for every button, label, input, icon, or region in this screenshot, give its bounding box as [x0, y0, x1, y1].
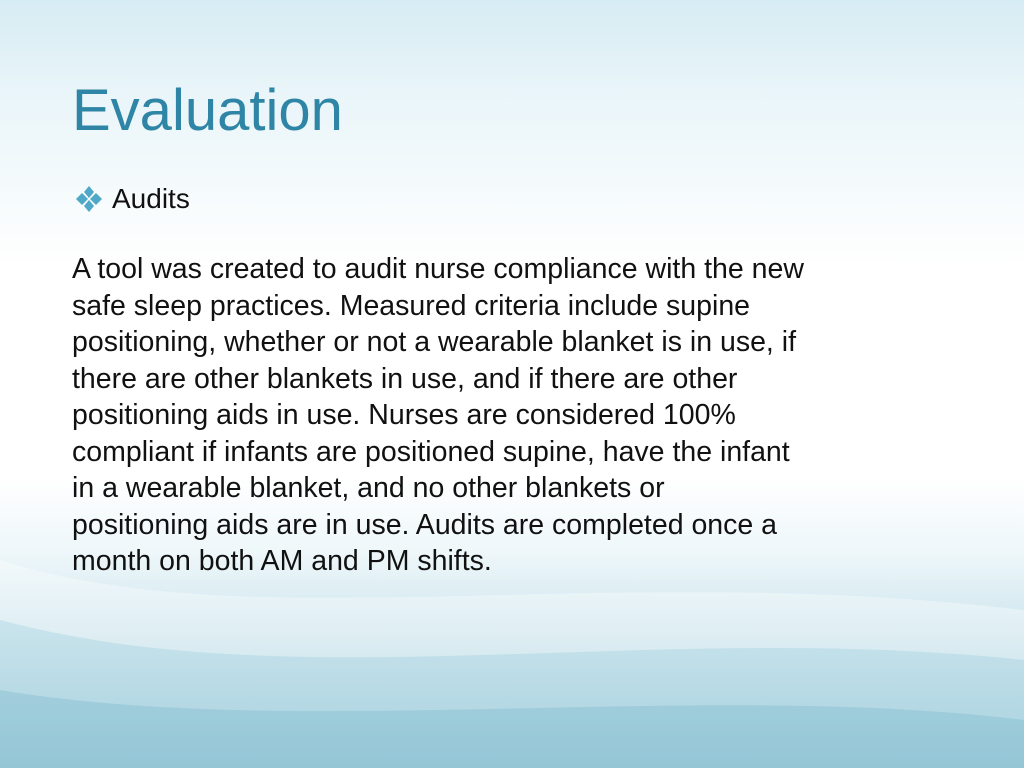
bullet-text: Audits	[112, 183, 190, 214]
bullet-item	[74, 183, 190, 215]
slide-title: Evaluation	[72, 78, 343, 143]
body-paragraph: A tool was created to audit nurse compliance with the new safe sleep practices. Measured criteria include supine positioning, whether or not a wearable blanket is in use, if there are other blankets in use, and if there are other positioning aids in use. Nurses are considered 100% compliant if infants are positioned supine, have the infant in a wearable blanket, and no other blankets or positioning aids are in use. Audits are completed once a month on both AM and PM shifts.	[72, 253, 804, 577]
four-diamond-bullet-icon	[74, 184, 104, 214]
